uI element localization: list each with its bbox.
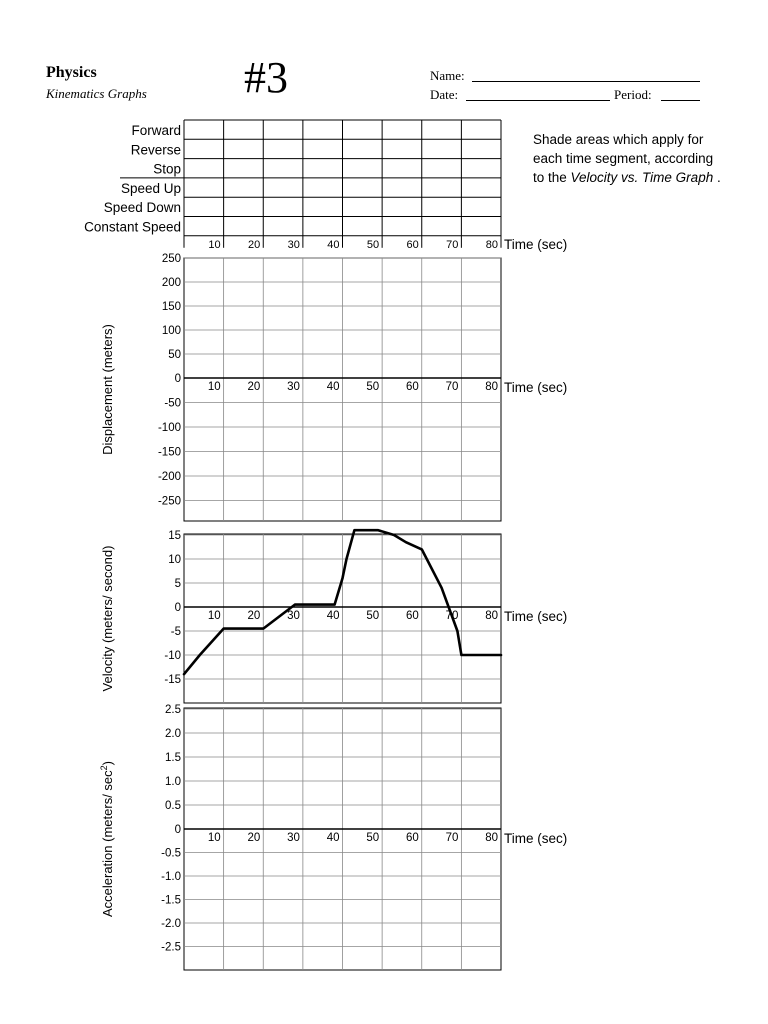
x-tick-label: 20 xyxy=(247,610,261,622)
y-axis-label-close: ) xyxy=(100,760,115,766)
x-tick-label: 80 xyxy=(485,832,498,844)
y-tick-label: -2.5 xyxy=(161,941,181,954)
date-label: Date: xyxy=(430,87,459,102)
y-tick-label: -200 xyxy=(157,471,181,483)
y-tick-label: 250 xyxy=(161,253,181,265)
y-axis-label-text: Velocity (meters/ second) xyxy=(100,545,115,692)
x-tick-label: 40 xyxy=(326,610,340,622)
x-tick-label: 10 xyxy=(207,381,221,393)
motion-row-label: Speed Up xyxy=(120,180,181,196)
table-tick-label: 30 xyxy=(287,238,300,251)
y-axis-label-text: Acceleration (meters/ sec xyxy=(100,770,115,918)
y-tick-label: 0 xyxy=(174,824,181,836)
x-tick-label: 50 xyxy=(366,832,380,844)
y-axis-label xyxy=(99,761,115,917)
x-tick-label: 70 xyxy=(445,832,459,844)
table-tick-label: 60 xyxy=(406,238,419,251)
y-tick-label: 150 xyxy=(161,301,181,313)
y-tick-label: -15 xyxy=(164,674,181,686)
y-tick-label: 15 xyxy=(168,530,181,542)
y-axis-label-superscript: 2 xyxy=(99,765,109,771)
x-tick-label: 70 xyxy=(445,381,459,393)
motion-table[interactable] xyxy=(84,120,567,252)
worksheet-number: #3 xyxy=(244,53,288,102)
x-tick-label: 60 xyxy=(405,832,419,844)
y-axis-label xyxy=(100,546,115,692)
y-tick-label: -150 xyxy=(157,446,181,459)
subject-title: Physics xyxy=(46,64,97,81)
y-axis-label-text: Displacement (meters) xyxy=(100,324,115,455)
y-tick-label: -250 xyxy=(157,495,181,508)
x-tick-label: 30 xyxy=(287,381,300,393)
period-label: Period: xyxy=(614,87,652,102)
y-tick-label: -100 xyxy=(157,422,181,434)
x-tick-label: 80 xyxy=(485,610,498,622)
x-tick-label: 80 xyxy=(485,381,498,393)
y-tick-label: 2.5 xyxy=(165,704,181,716)
y-tick-label: -0.5 xyxy=(161,847,181,860)
table-time-axis-label: Time (sec) xyxy=(504,236,568,252)
y-axis-label xyxy=(100,324,115,455)
instructions-emphasis: Velocity vs. Time Graph xyxy=(570,170,714,185)
instructions-text-end: . xyxy=(713,170,721,185)
motion-row-label: Reverse xyxy=(130,142,181,158)
acceleration-graph[interactable] xyxy=(99,704,567,970)
y-tick-label: 1.5 xyxy=(165,752,181,764)
y-tick-label: 0 xyxy=(174,602,181,614)
table-tick-label: 10 xyxy=(208,238,221,251)
y-tick-label: 0.5 xyxy=(165,800,181,812)
velocity-graph xyxy=(100,530,567,703)
y-tick-label: 100 xyxy=(161,325,181,337)
x-tick-label: 40 xyxy=(326,832,340,844)
y-tick-label: -10 xyxy=(164,650,181,662)
x-tick-label: 50 xyxy=(366,610,380,622)
x-tick-label: 10 xyxy=(207,610,221,622)
y-tick-label: 50 xyxy=(168,349,181,361)
table-tick-label: 80 xyxy=(485,238,498,251)
y-tick-label: 2.0 xyxy=(165,728,181,740)
name-label: Name: xyxy=(430,68,465,83)
worksheet-subtitle: Kinematics Graphs xyxy=(46,86,147,101)
y-tick-label: -1.0 xyxy=(161,871,181,883)
x-tick-label: 40 xyxy=(326,381,340,393)
motion-row-label: Forward xyxy=(131,123,181,138)
table-tick-label: 40 xyxy=(327,238,340,251)
y-tick-label: 0 xyxy=(174,373,181,385)
x-axis-label: Time (sec) xyxy=(504,831,568,846)
motion-row-label: Stop xyxy=(153,161,181,177)
y-tick-label: -5 xyxy=(170,626,181,638)
x-tick-label: 60 xyxy=(405,610,419,622)
x-tick-label: 60 xyxy=(405,381,419,393)
y-tick-label: -50 xyxy=(164,397,181,410)
x-tick-label: 70 xyxy=(445,610,459,622)
y-tick-label: 5 xyxy=(174,578,181,590)
motion-row-label: Constant Speed xyxy=(84,219,181,235)
y-tick-label: -2.0 xyxy=(161,918,181,930)
y-tick-label: 10 xyxy=(168,554,181,566)
motion-row-label: Speed Down xyxy=(103,200,181,216)
x-tick-label: 10 xyxy=(207,832,221,844)
x-tick-label: 30 xyxy=(287,610,300,622)
x-axis-label: Time (sec) xyxy=(504,380,568,395)
y-tick-label: 200 xyxy=(161,277,181,289)
x-tick-label: 30 xyxy=(287,832,300,844)
x-tick-label: 50 xyxy=(366,381,380,393)
x-axis-label: Time (sec) xyxy=(504,609,568,624)
table-tick-label: 50 xyxy=(366,238,380,251)
table-tick-label: 70 xyxy=(446,238,459,251)
instructions-text-start: Shade areas which apply for each time segment, according to the xyxy=(533,132,714,185)
y-tick-label: 1.0 xyxy=(165,776,181,788)
x-tick-label: 20 xyxy=(247,381,261,393)
displacement-graph[interactable] xyxy=(100,253,567,521)
table-tick-label: 20 xyxy=(248,238,261,251)
x-tick-label: 20 xyxy=(247,832,261,844)
y-tick-label: -1.5 xyxy=(161,894,181,907)
